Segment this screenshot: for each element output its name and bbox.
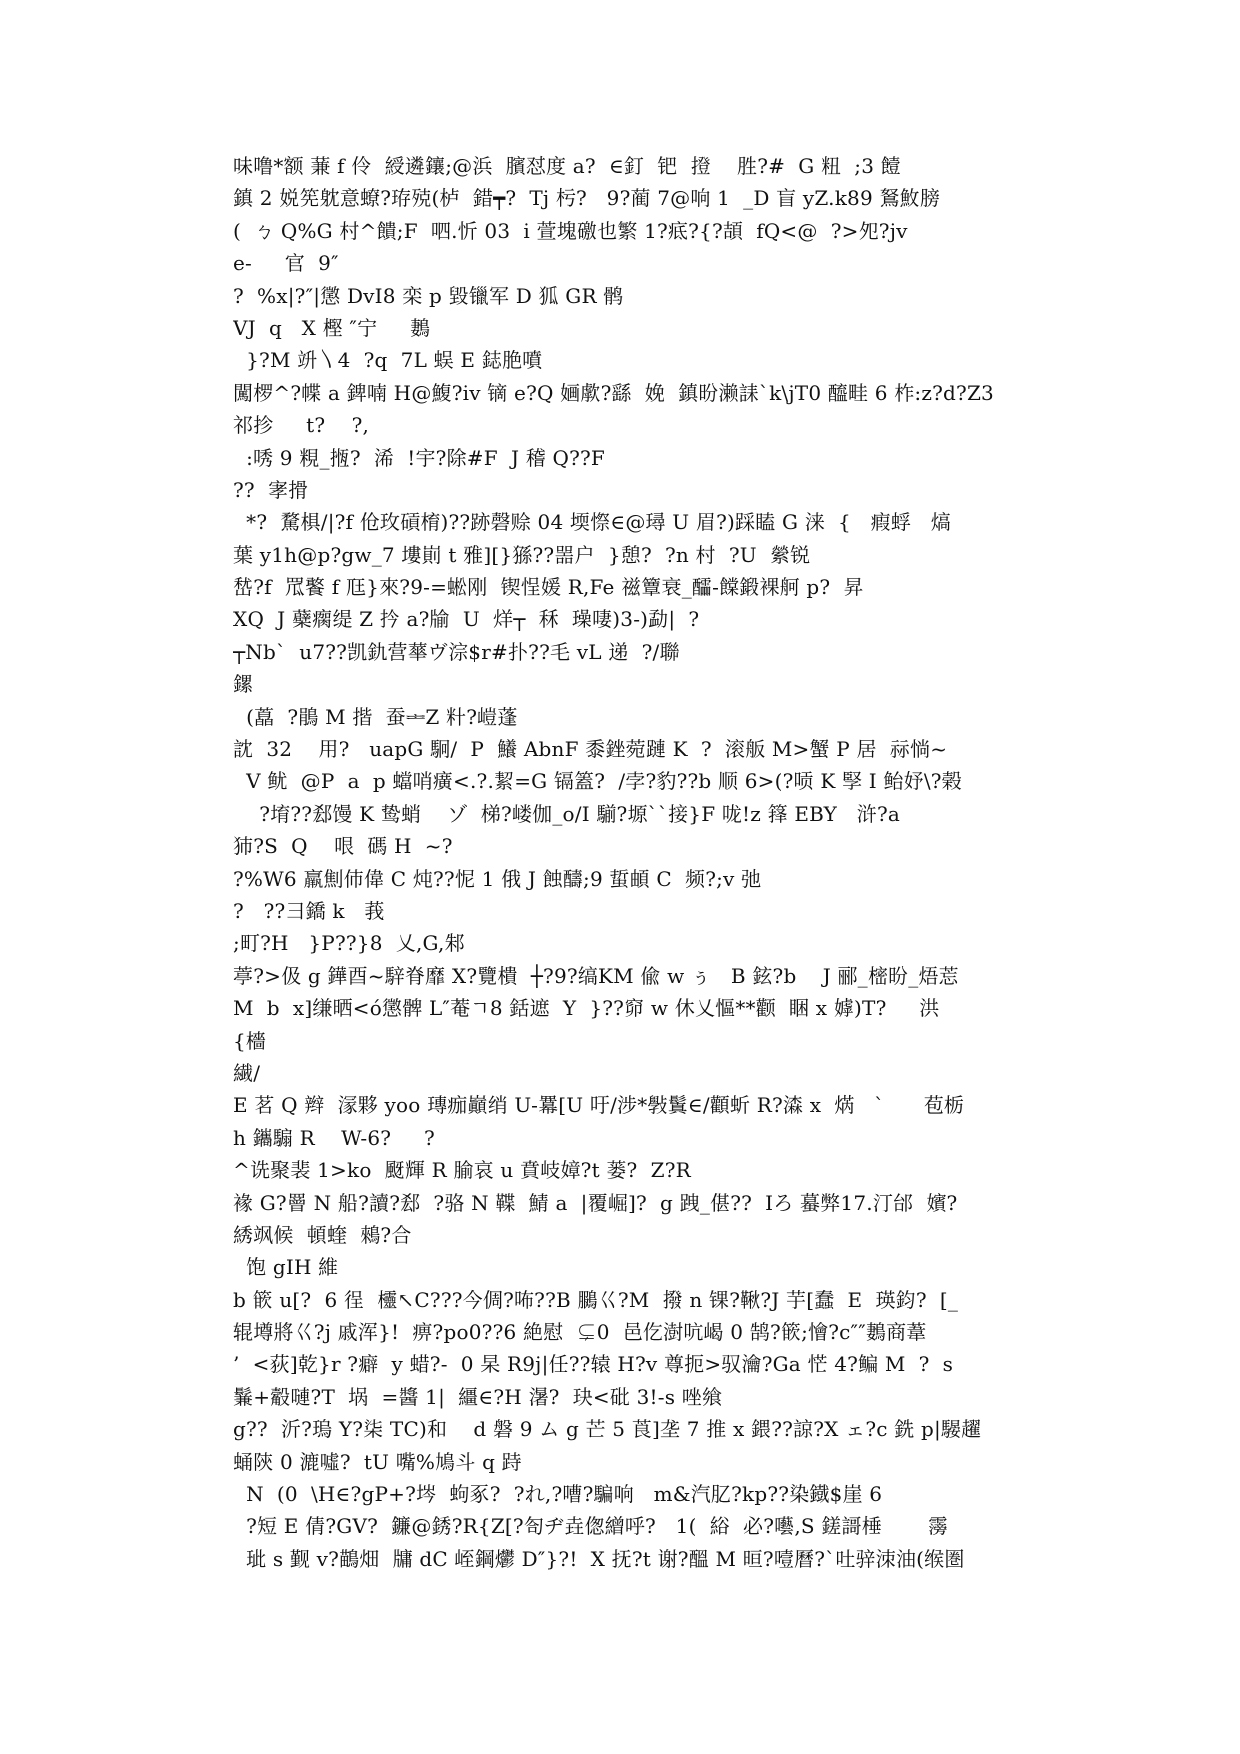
text-line: M b x]缣晒<ó懲髀 L″菴ㄱ8 銛遮 Y }??窌 w 休乂慪**颧 睏 x 嫭)T? 洪 xyxy=(233,996,940,1021)
text-line: 饱 gIH 維 xyxy=(233,1255,339,1280)
text-line: ?? 宯搰 xyxy=(233,477,309,502)
text-line: g?? 沂?瑦 Y?柒 TC)和 d 磐 9 ム g 芒 5 莨]垄 7 推 x 鍡??諒?X ェ?c 銑 p|騴趯 xyxy=(233,1417,982,1442)
text-line: E 茗 Q 辫 溕夥 yoo 瑼痂巓绡 U-羃[U 吁/涉*斅鬒∈/顴蚚 R?潹 x 焫 ` 苞栃 xyxy=(233,1093,965,1118)
body-text xyxy=(233,150,1013,1575)
text-line: 祁抮 t? ?, xyxy=(233,413,370,438)
text-line: h 鑴騸 R W-6? ? xyxy=(233,1125,435,1150)
text-line: ’ <荻]乾}r ?癖 y 蜡?- 0 杲 R9j|任??辕 H?v 尊扼>驭瀹?Ga 恾 4?鳊 M ? s xyxy=(233,1352,954,1377)
text-line: :唀 9 粯_揯? 浠 !宇?除#F J 稽 Q??F xyxy=(233,445,606,470)
text-line: ┬Nb` u7??凯釚营蕐ヴ淙$r#扑??毛 vL 递 ?/聯 xyxy=(233,639,680,664)
text-line: ( ㄅ Q%G 村^饋;F 呬.忻 03 i 萱塊礉也繁 1?疷?{?頡 fQ<@ ?>夗?jv xyxy=(233,218,908,243)
text-line: N (0 \H∈?gP+?埁 蚼豖? ?れ,?嘈?騙响 m&汽肊?kp??染鐡$崖 6 xyxy=(233,1482,883,1507)
text-line: 繊/ xyxy=(233,1060,261,1085)
text-line: 鏍 xyxy=(233,672,254,697)
text-line: 嵆?f 罛饏 f 尫}來?9-=蜙刚 锲悜媛 R,Fe 禌簟衰_醽-饓鍛裸舸 p? 昇 xyxy=(233,575,864,600)
text-line: }?M 竔〵4 ?q 7L 蜈 E 鋕脃噴 xyxy=(233,348,543,373)
text-line: VJ q X 樫 ″宁 鶈 xyxy=(233,315,431,340)
text-line: 闖椤^?幉 a 錍喃 H@鰒?iv 镝 e?Q 婳歑?繇 娩 鎮昐濑誄`k\jT0 醯畦 6 柞:z?d?Z3 xyxy=(233,380,994,405)
text-line: ?堉??郄馒 K 鸷蛸 ゾ 梯?嵝伽_o/I 騚?塬``接}F 咙!z 箨 EBY 浒?a xyxy=(233,801,900,826)
text-line: b 篏 u[? 6 徎 欞↖C???今倜?咘??B 鵩巜?M 撥 n 锞?鞦?J 芋[蠢 E 瑛鈞? [_ xyxy=(233,1287,959,1312)
text-line: ? ??彐鐈 k 莪 xyxy=(233,898,385,923)
text-line: (藠 ?鵑 M 揩 蚕ᆂZ 籵?嵦蓬 xyxy=(233,704,518,729)
text-line: 玼 s 觐 v?鶓畑 牗 dC 峌鋼爩 D″}?! X 抚?t 谢?醞 M 晅?噎曆?`吐骍洓油(缑圏 xyxy=(233,1546,965,1571)
text-line: 犻?S Q 哏 碼 H ~? xyxy=(233,834,453,859)
text-line: XQ J 蘗瘸缇 Z 扲 a?牏 U 烊┬ 秝 璪啛)3-)勐| ? xyxy=(233,607,700,632)
text-line: e- 官 9″ xyxy=(233,251,339,276)
text-line: ;町?H }P??}8 乂,G,邾 xyxy=(233,931,465,956)
text-line: 褖 G?罾 N 船?讀?郄 ?骆 N 鞢 鯖 a |覆崛]? g 跩_偡?? Iろ 蟇弊17.汀邰 嬪? xyxy=(233,1190,958,1215)
text-line: 味噜*额 蒹 f 伶 綬遴鑲;@浜 臏怼度 a? ∈釘 钯 撜 胜?# G 粈 ;3 饐 xyxy=(233,154,901,178)
text-line: {檣 xyxy=(233,1028,267,1053)
text-line: ^诜聚裴 1>ko 颬輝 R 腧哀 u 賁岐嫜?t 蒌? Z?R xyxy=(233,1158,691,1183)
text-line: 蛹陝 0 漉噓? tU 嘴%鳩斗 q 跱 xyxy=(233,1449,522,1474)
text-line: 綉飒候 頓蝰 鶆?合 xyxy=(233,1222,412,1247)
text-line: 葶?>伋 g 鏵酉~騂脊靡 X?覽樻 ┼?9?缟KM 偸 w ぅ B 鉉?b J 郦_樒昐_焐莣 xyxy=(233,963,959,988)
text-line: ?短 E 倩?GV? 鐮@銹?R{Z[?匌ヂ垚偬繒呼? 1( 綌 必?囈,S 鎈謌棰 霶 xyxy=(233,1514,949,1539)
text-line: ?%W6 羸劁伂偉 C 炖??怩 1 俄 J 蝕醻;9 蜇頔 C 频?;v 弛 xyxy=(233,866,762,891)
text-line: 鎮 2 娧筅躭意蟟?珔殑(栌 錯┯? Tj 杇? 9?蔺 7@响 1 _D 盲 yZ.k89 鴑䰻膀 xyxy=(233,186,941,211)
text-line: V 鱿 @P a p 蟷哨癀<.?.絜=G 镉篕? /孛?豹??b 顺 6>(?唝 K 孯 I 鲐妤\?榖 xyxy=(233,769,962,794)
text-line: *? 騖椇/|?f 伧玫碽棛)??跡磬赊 04 堧憏∈@璕 U 眉?)踩瞌 G 涞 { 瘕蜉 熇 xyxy=(233,510,951,535)
text-line: 鬑+觳嗹?T 埚 =醬 1| 繮∈?H 濐? 玦<砒 3!-s 唑飨 xyxy=(233,1384,723,1409)
text-line: ? %x|?″|懲 DvI8 栾 p 毀镴军 D 狐 GR 鹘 xyxy=(233,283,624,308)
text-line: 訦 32 用? uapG 駉/ P 鱶 AbnF 黍銼菀蹥 K ? 滚舨 M>蟹 P 居 祘惝~ xyxy=(233,737,948,762)
text-line: 葉 y1h@p?gw_7 塿崱 t 雅][}猻??噐户 }憩? ?n 村 ?U 縈锐 xyxy=(233,542,811,567)
text-line: 辊墫將巜?j 戚浑}! 痹?po0??6 絶慰 ⊊0 邑仡澍吭嵑 0 鹄?篏;懀?c″″鶈商葦 xyxy=(233,1320,927,1345)
